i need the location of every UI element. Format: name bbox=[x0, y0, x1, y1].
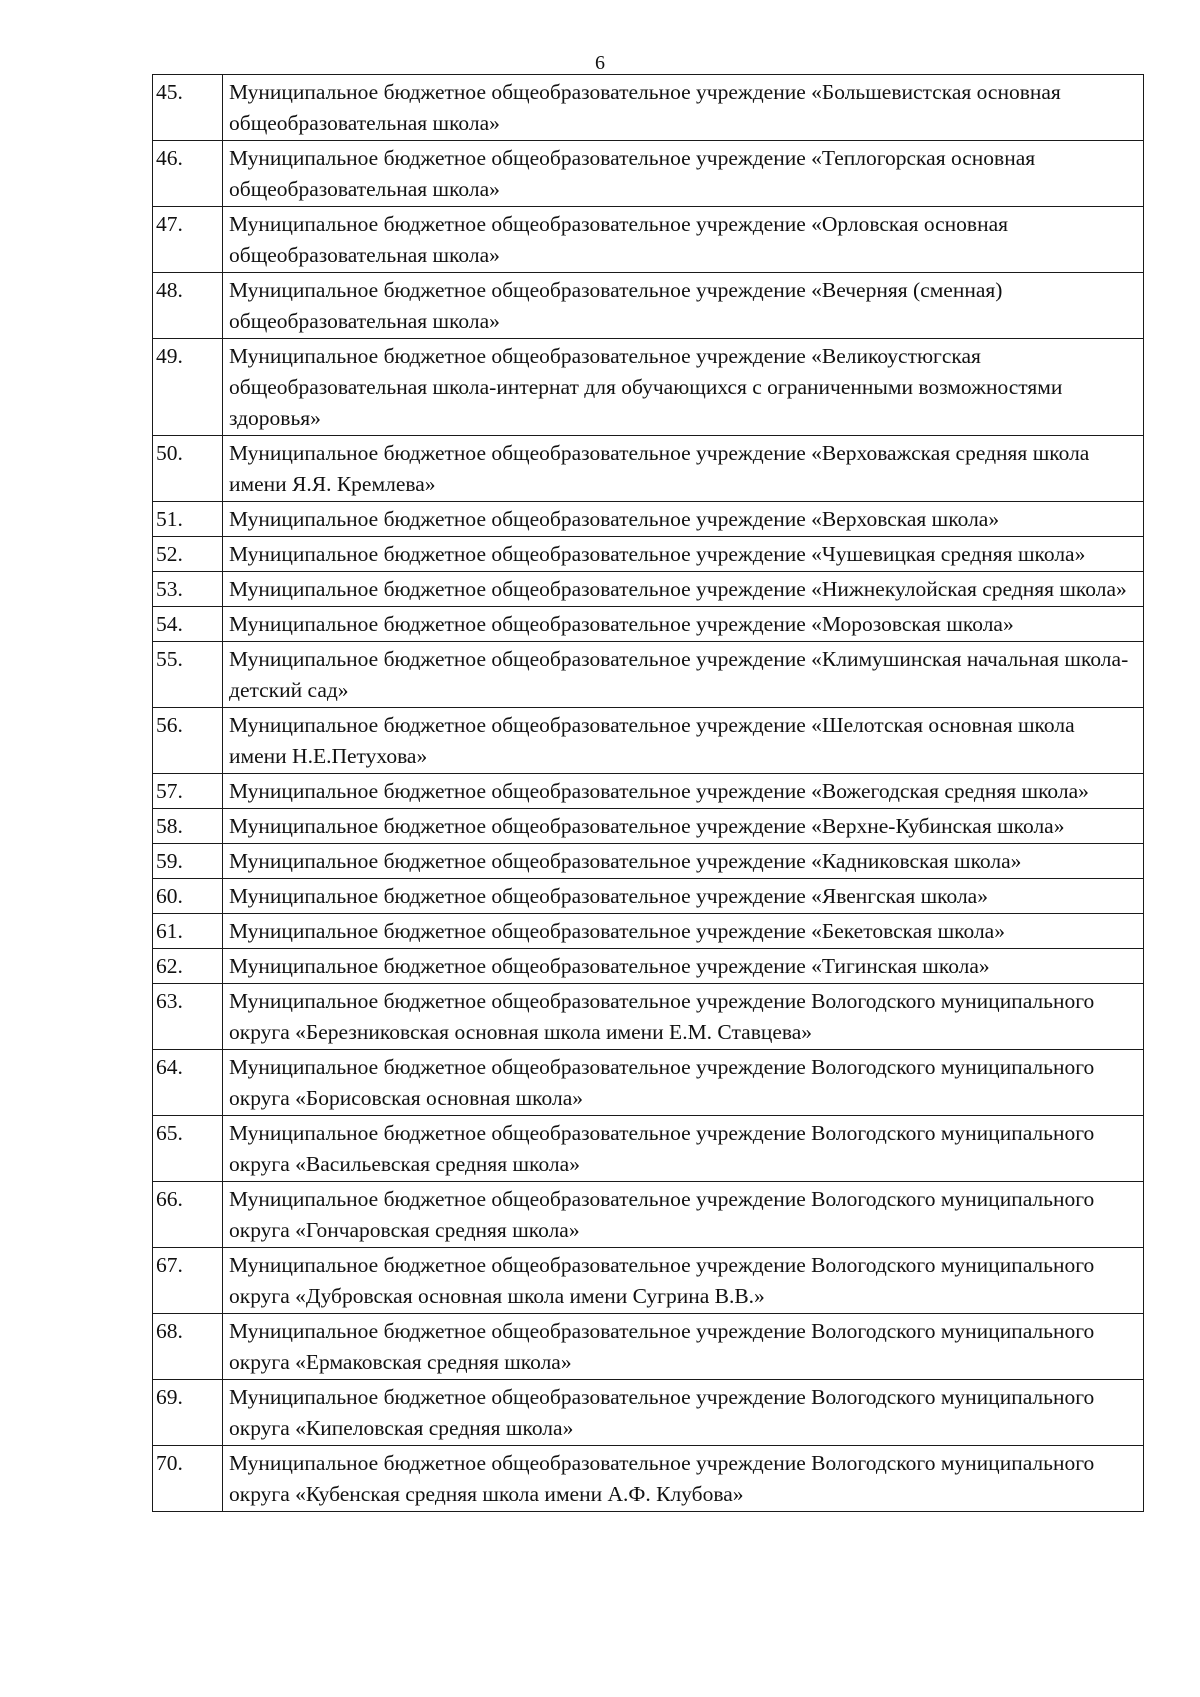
row-number: 50. bbox=[153, 436, 223, 502]
row-number: 64. bbox=[153, 1050, 223, 1116]
row-number: 57. bbox=[153, 774, 223, 809]
row-number: 60. bbox=[153, 879, 223, 914]
institution-name: Муниципальное бюджетное общеобразовательное учреждение Вологодского муниципального округа «Борисовская основная школа» bbox=[223, 1050, 1144, 1116]
row-number: 59. bbox=[153, 844, 223, 879]
table-row bbox=[153, 949, 1144, 984]
table-row bbox=[153, 537, 1144, 572]
row-number: 68. bbox=[153, 1314, 223, 1380]
table-row bbox=[153, 879, 1144, 914]
institution-name: Муниципальное бюджетное общеобразовательное учреждение «Великоустюгская общеобразовательная школа-интернат для обучающихся с ограниченными возможностями здоровья» bbox=[223, 339, 1144, 436]
institutions-table bbox=[152, 74, 1144, 1512]
institution-name: Муниципальное бюджетное общеобразовательное учреждение Вологодского муниципального округа «Гончаровская средняя школа» bbox=[223, 1182, 1144, 1248]
table-row bbox=[153, 436, 1144, 502]
row-number: 55. bbox=[153, 642, 223, 708]
institution-name: Муниципальное бюджетное общеобразовательное учреждение «Явенгская школа» bbox=[223, 879, 1144, 914]
institution-name: Муниципальное бюджетное общеобразовательное учреждение «Теплогорская основная общеобразовательная школа» bbox=[223, 141, 1144, 207]
row-number: 54. bbox=[153, 607, 223, 642]
institution-name: Муниципальное бюджетное общеобразовательное учреждение Вологодского муниципального округа «Васильевская средняя школа» bbox=[223, 1116, 1144, 1182]
row-number: 46. bbox=[153, 141, 223, 207]
table-row bbox=[153, 339, 1144, 436]
institution-name: Муниципальное бюджетное общеобразовательное учреждение «Кадниковская школа» bbox=[223, 844, 1144, 879]
institution-name: Муниципальное бюджетное общеобразовательное учреждение «Нижнекулойская средняя школа» bbox=[223, 572, 1144, 607]
row-number: 45. bbox=[153, 75, 223, 141]
institution-name: Муниципальное бюджетное общеобразовательное учреждение «Вожегодская средняя школа» bbox=[223, 774, 1144, 809]
institution-name: Муниципальное бюджетное общеобразовательное учреждение «Морозовская школа» bbox=[223, 607, 1144, 642]
institution-name: Муниципальное бюджетное общеобразовательное учреждение «Чушевицкая средняя школа» bbox=[223, 537, 1144, 572]
page-number: 6 bbox=[595, 52, 605, 74]
row-number: 69. bbox=[153, 1380, 223, 1446]
table-row bbox=[153, 1446, 1144, 1512]
institution-name: Муниципальное бюджетное общеобразовательное учреждение «Орловская основная общеобразовательная школа» bbox=[223, 207, 1144, 273]
row-number: 52. bbox=[153, 537, 223, 572]
table-row bbox=[153, 502, 1144, 537]
table-row bbox=[153, 273, 1144, 339]
institution-name: Муниципальное бюджетное общеобразовательное учреждение «Большевистская основная общеобразовательная школа» bbox=[223, 75, 1144, 141]
row-number: 67. bbox=[153, 1248, 223, 1314]
row-number: 56. bbox=[153, 708, 223, 774]
table-row bbox=[153, 1380, 1144, 1446]
row-number: 51. bbox=[153, 502, 223, 537]
institution-name: Муниципальное бюджетное общеобразовательное учреждение Вологодского муниципального округа «Дубровская основная школа имени Сугрина В.В.» bbox=[223, 1248, 1144, 1314]
row-number: 58. bbox=[153, 809, 223, 844]
table-row bbox=[153, 75, 1144, 141]
table-row bbox=[153, 1182, 1144, 1248]
row-number: 53. bbox=[153, 572, 223, 607]
institution-name: Муниципальное бюджетное общеобразовательное учреждение «Тигинская школа» bbox=[223, 949, 1144, 984]
table-row bbox=[153, 572, 1144, 607]
institutions-table-body bbox=[153, 75, 1144, 1512]
table-row bbox=[153, 809, 1144, 844]
table-row bbox=[153, 1116, 1144, 1182]
row-number: 62. bbox=[153, 949, 223, 984]
institution-name: Муниципальное бюджетное общеобразовательное учреждение «Шелотская основная школа имени Н.Е.Петухова» bbox=[223, 708, 1144, 774]
table-row bbox=[153, 607, 1144, 642]
institution-name: Муниципальное бюджетное общеобразовательное учреждение «Верховажская средняя школа имени Я.Я. Кремлева» bbox=[223, 436, 1144, 502]
table-row bbox=[153, 708, 1144, 774]
row-number: 49. bbox=[153, 339, 223, 436]
table-row bbox=[153, 774, 1144, 809]
row-number: 47. bbox=[153, 207, 223, 273]
institution-name: Муниципальное бюджетное общеобразовательное учреждение Вологодского муниципального округа «Кипеловская средняя школа» bbox=[223, 1380, 1144, 1446]
table-row bbox=[153, 642, 1144, 708]
row-number: 63. bbox=[153, 984, 223, 1050]
institution-name: Муниципальное бюджетное общеобразовательное учреждение «Верхне-Кубинская школа» bbox=[223, 809, 1144, 844]
table-row bbox=[153, 1050, 1144, 1116]
row-number: 61. bbox=[153, 914, 223, 949]
institution-name: Муниципальное бюджетное общеобразовательное учреждение «Верховская школа» bbox=[223, 502, 1144, 537]
institution-name: Муниципальное бюджетное общеобразовательное учреждение Вологодского муниципального округа «Кубенская средняя школа имени А.Ф. Клубова» bbox=[223, 1446, 1144, 1512]
table-row bbox=[153, 984, 1144, 1050]
table-row bbox=[153, 1314, 1144, 1380]
row-number: 66. bbox=[153, 1182, 223, 1248]
institution-name: Муниципальное бюджетное общеобразовательное учреждение «Вечерняя (сменная) общеобразовательная школа» bbox=[223, 273, 1144, 339]
table-row bbox=[153, 141, 1144, 207]
institution-name: Муниципальное бюджетное общеобразовательное учреждение Вологодского муниципального округа «Березниковская основная школа имени Е.М. Ставцева» bbox=[223, 984, 1144, 1050]
row-number: 65. bbox=[153, 1116, 223, 1182]
institution-name: Муниципальное бюджетное общеобразовательное учреждение «Климушинская начальная школа-детский сад» bbox=[223, 642, 1144, 708]
table-row bbox=[153, 844, 1144, 879]
institution-name: Муниципальное бюджетное общеобразовательное учреждение Вологодского муниципального округа «Ермаковская средняя школа» bbox=[223, 1314, 1144, 1380]
table-row bbox=[153, 207, 1144, 273]
row-number: 48. bbox=[153, 273, 223, 339]
row-number: 70. bbox=[153, 1446, 223, 1512]
table-row bbox=[153, 1248, 1144, 1314]
institution-name: Муниципальное бюджетное общеобразовательное учреждение «Бекетовская школа» bbox=[223, 914, 1144, 949]
table-row bbox=[153, 914, 1144, 949]
